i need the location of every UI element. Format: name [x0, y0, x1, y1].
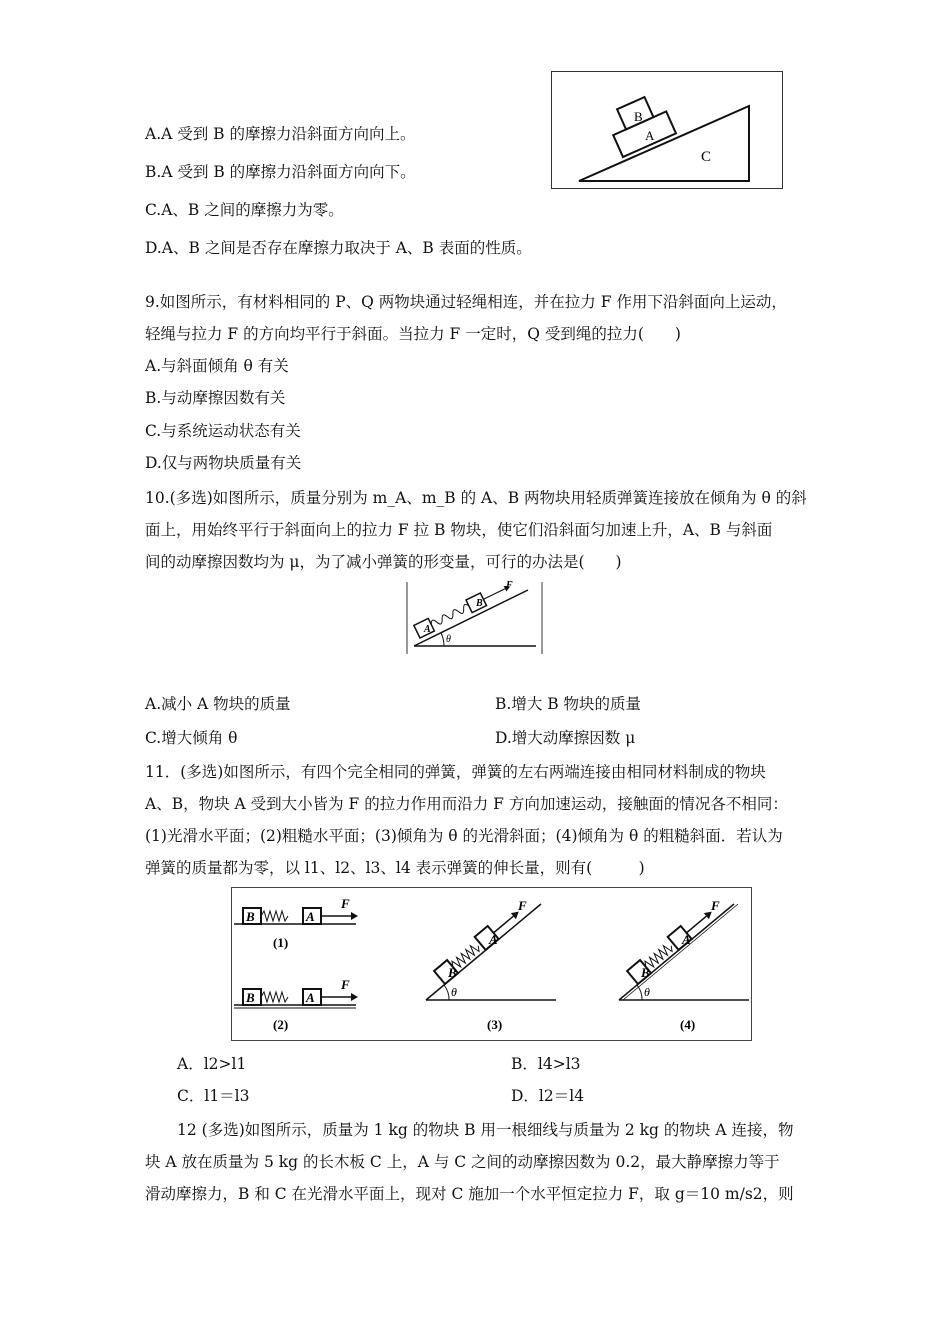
q11-panel-2: [234, 977, 358, 1032]
q8-option-d: D.A、B 之间是否存在摩擦力取决于 A、B 表面的性质。: [145, 239, 532, 257]
q8-option-b: B.A 受到 B 的摩擦力沿斜面方向向下。: [145, 163, 416, 181]
q10-option-c: C.增大倾角 θ: [145, 729, 238, 747]
q10-stem-line3: 间的动摩擦因数均为 μ，为了减小弹簧的形变量，可行的办法是( ): [145, 553, 622, 571]
q11-p3-label-a: A: [489, 932, 498, 947]
q10-option-d: D.增大动摩擦因数 μ: [495, 729, 636, 747]
q10-stem-line1: 10.(多选)如图所示，质量分别为 m_A、m_B 的 A、B 两物块用轻质弹簧连接放在倾角为 θ 的斜: [145, 489, 807, 507]
q11-stem-line3: (1)光滑水平面；(2)粗糙水平面；(3)倾角为 θ 的光滑斜面；(4)倾角为 θ 的粗糙斜面．若认为: [145, 827, 783, 845]
q11-p1-label-a: A: [306, 909, 315, 924]
q9-option-c: C.与系统运动状态有关: [145, 422, 301, 440]
q10-label-a: A: [424, 624, 431, 635]
q10-option-b: B.增大 B 物块的质量: [495, 695, 642, 713]
q11-p2-label-f: F: [341, 977, 350, 992]
q11-p4-label-f: F: [711, 898, 720, 913]
q10-label-b: B: [476, 598, 483, 609]
q11-p1-caption: (1): [273, 935, 289, 950]
q11-panel-1: [234, 896, 358, 950]
q8-figure: [551, 71, 783, 189]
q10-stem-line2: 面上，用始终平行于斜面向上的拉力 F 拉 B 物块，使它们沿斜面匀加速上升，A、B 与斜面: [145, 521, 773, 539]
q11-option-b: B．l4>l3: [511, 1055, 581, 1073]
q9-stem-line2: 轻绳与拉力 F 的方向均平行于斜面。当拉力 F 一定时，Q 受到绳的拉力( ): [145, 325, 681, 343]
q11-p3-label-b: B: [448, 965, 457, 980]
q11-p2-caption: (2): [273, 1017, 289, 1032]
q9-option-a: A.与斜面倾角 θ 有关: [145, 357, 289, 375]
q9-option-b: B.与动摩擦因数有关: [145, 389, 286, 407]
q11-p2-label-a: A: [306, 990, 315, 1005]
q11-option-a: A．l2>l1: [177, 1055, 247, 1073]
q12-stem-line3: 滑动摩擦力，B 和 C 在光滑水平面上，现对 C 施加一个水平恒定拉力 F，取 g＝10 m/s2，则: [145, 1185, 794, 1203]
q11-panel-4: [619, 898, 749, 1032]
q8-label-a: A: [645, 128, 655, 143]
q11-option-d: D．l2＝l4: [511, 1087, 585, 1105]
q8-option-c: C.A、B 之间的摩擦力为零。: [145, 201, 344, 219]
q12-stem-line1: 12 (多选)如图所示，质量为 1 kg 的物块 B 用一根细线与质量为 2 kg 的物块 A 连接，物: [177, 1121, 794, 1139]
q11-figure: [231, 887, 752, 1041]
q11-p4-label-a: A: [682, 932, 691, 947]
q11-p1-label-b: B: [246, 909, 255, 924]
q9-stem-line1: 9.如图所示，有材料相同的 P、Q 两物块通过轻绳相连，并在拉力 F 作用下沿斜面向上运动，: [145, 293, 787, 311]
q11-stem-line4: 弹簧的质量都为零，以 l1、l2、l3、l4 表示弹簧的伸长量，则有( ): [145, 859, 645, 877]
q8-label-c: C: [701, 149, 712, 165]
q8-option-a: A.A 受到 B 的摩擦力沿斜面方向向上。: [145, 125, 416, 143]
q11-p1-label-f: F: [341, 896, 350, 911]
q11-p2-label-b: B: [246, 990, 255, 1005]
q10-figure: [406, 580, 544, 656]
q10-option-a: A.减小 A 物块的质量: [145, 695, 291, 713]
q11-panel-3: [426, 898, 556, 1032]
q12-stem-line2: 块 A 放在质量为 5 kg 的长木板 C 上，A 与 C 之间的动摩擦因数为 0.2，最大静摩擦力等于: [145, 1153, 780, 1171]
q11-p3-label-f: F: [518, 898, 527, 913]
q8-label-b: B: [634, 109, 643, 124]
q10-label-f: F: [506, 580, 513, 591]
q11-p3-caption: (3): [487, 1017, 503, 1032]
q11-stem-line2: A、B，物块 A 受到大小皆为 F 的拉力作用而沿力 F 方向加速运动，接触面的情况各不相同：: [145, 795, 788, 813]
q11-p4-label-b: B: [641, 965, 650, 980]
q11-p4-label-theta: θ: [644, 985, 650, 999]
q11-p3-label-theta: θ: [451, 985, 457, 999]
q9-option-d: D.仅与两物块质量有关: [145, 454, 302, 472]
q11-stem-line1: 11．(多选)如图所示，有四个完全相同的弹簧，弹簧的左右两端连接由相同材料制成的物块: [145, 763, 766, 781]
q11-option-c: C．l1＝l3: [177, 1087, 250, 1105]
q11-p4-caption: (4): [680, 1017, 696, 1032]
q10-label-theta: θ: [446, 634, 451, 645]
